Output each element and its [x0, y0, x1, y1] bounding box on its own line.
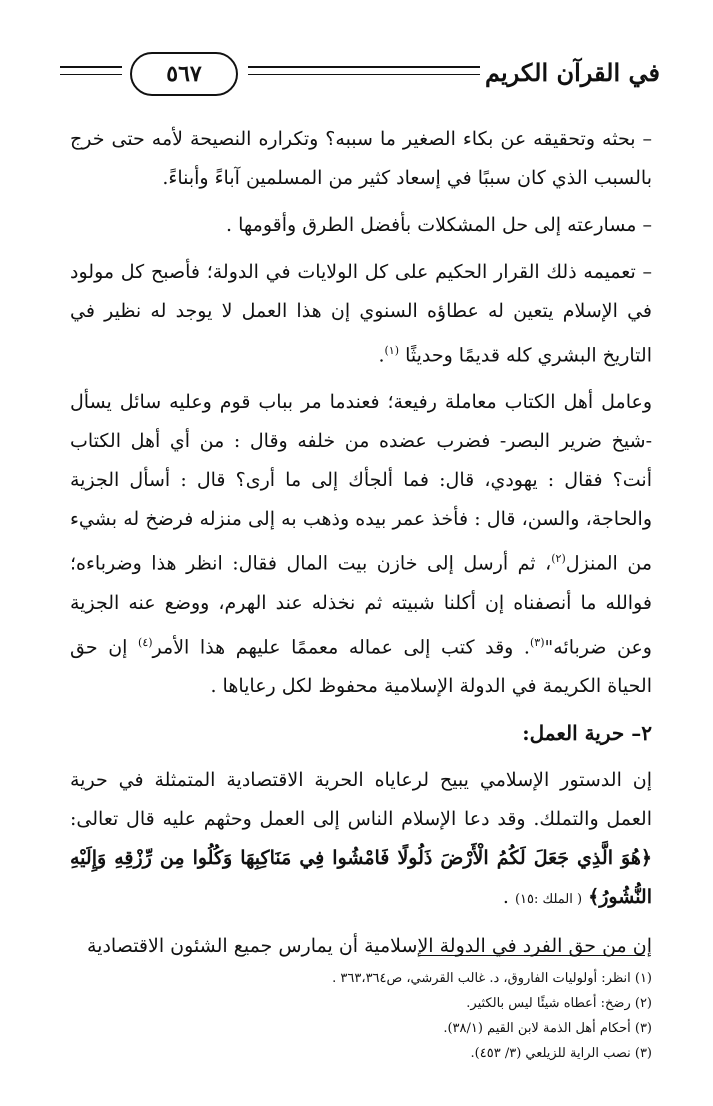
body-text [70, 120, 652, 974]
footnote-ref: (٣) [529, 635, 545, 649]
footnote-4: (٣) نصب الراية للزيلعي (٣/ ٤٥٣). [470, 1046, 652, 1061]
paragraph-freedom-of-work [70, 761, 652, 919]
paragraph-text: . وقد كتب إلى عماله معممًا عليهم هذا الأمر [152, 635, 530, 658]
footnote-1: (١) انظر: أولوليات الفاروق، د. غالب القرشي، ص٣٦٣،٣٦٤ . [332, 971, 652, 986]
footnote-ref: (١) [384, 344, 400, 357]
paragraph-solving-problems [70, 206, 652, 245]
paragraph-text: إن من حق الفرد في الدولة الإسلامية أن يمارس جميع الشئون الاقتصادية [87, 934, 652, 957]
paragraph-people-of-book [70, 383, 652, 706]
footnote-ref: (٤) [138, 635, 153, 649]
footnote-3: (٣) أحكام أهل الذمة لابن القيم (٣٨/١). [443, 1021, 652, 1036]
page-header [60, 52, 660, 100]
section-heading: ٢– حرية العمل: [522, 720, 652, 745]
footnote-ref: (٢) [551, 552, 566, 566]
paragraph-text: إن حق الحياة الكريمة في الدولة الإسلامية محفوظ لكل رعاياها . [70, 635, 652, 697]
paragraph-text: – مسارعته إلى حل المشكلات بأفضل الطرق وأقومها . [226, 214, 652, 236]
verse-reference: ( الملك :١٥) [514, 891, 583, 907]
header-rule-middle-top [248, 66, 480, 68]
paragraph-text: إن الدستور الإسلامي يبيح لرعاياه الحرية الاقتصادية المتمثلة في حرية العمل والتملك. وقد دعا الإسلام الناس إلى العمل وحثهم عليه قال تعالى: [70, 768, 652, 830]
header-rule-left-bottom [60, 74, 122, 75]
quran-verse: ﴿هُوَ الَّذِي جَعَلَ لَكُمُ الْأَرْضَ ذَلُولًا فَامْشُوا فِي مَنَاكِبِهَا وَكُلُوا مِن رِّزْقِهِ وَإِلَيْهِ النُّشُورُ﴾ [70, 846, 652, 908]
page-number: ٥٦٧ [130, 52, 238, 96]
footnote-2: (٢) رضخ: أعطاه شيئًا ليس بالكثير. [466, 996, 652, 1011]
paragraph-text: ، ثم أرسل إلى خازن بيت المال فقال: انظر هذا وضرباءه؛ فوالله ما أنصفناه إن أكلنا شبيته ثم نخذله عند الهرم، ووضع عنه الجزية وعن ضربائه" [70, 552, 652, 658]
paragraph-generalizing-decision: – تعميمه ذلك القرار الحكيم على كل الولايات في الدولة؛ فأصبح كل مولود في الإسلام يتعين له عطاؤه السنوي إن هذا العمل لا يوجد له نظير في التاريخ البشري كله قديمًا وحديثًا $^{(١)}$. [70, 261, 652, 367]
paragraph-text: – بحثه وتحقيقه عن بكاء الصغير ما سببه؟ وتكراره النصيحة لأمه حتى خرج بالسبب الذي كان سببًا في إسعاد كثير من المسلمين آباءً وأبناءً. [70, 128, 652, 189]
paragraph-child-crying [70, 120, 652, 198]
header-rule-middle-bottom [248, 74, 480, 75]
footnote-separator [419, 955, 645, 956]
paragraph-text: – تعميمه ذلك القرار الحكيم على كل الولايات في الدولة؛ فأصبح كل مولود في الإسلام يتعين له عطاؤه السنوي إن هذا العمل لا يوجد له نظير في التاريخ البشري كله قديمًا وحديثًا [70, 261, 652, 367]
header-rule-left-top [60, 66, 122, 68]
paragraph-individual-right [70, 927, 652, 966]
footnotes [70, 966, 652, 1066]
paragraph-text: وعامل أهل الكتاب معاملة رفيعة؛ فعندما مر بباب قوم وعليه سائل يسأل -شيخ ضرير البصر- فضرب عضده من خلفه وقال : من أي أهل الكتاب أنت؟ فقال : يهودي، قال: فما ألجأك إلى ما أرى؟ قال : أسأل الجزية والحاجة، والسن، قال : فأخذ عمر بيده وذهب به إلى منزله فرضخ له بشيء من المنزل [70, 391, 652, 575]
paragraph-text: . [502, 885, 515, 908]
running-title: في القرآن الكريم [485, 58, 660, 87]
